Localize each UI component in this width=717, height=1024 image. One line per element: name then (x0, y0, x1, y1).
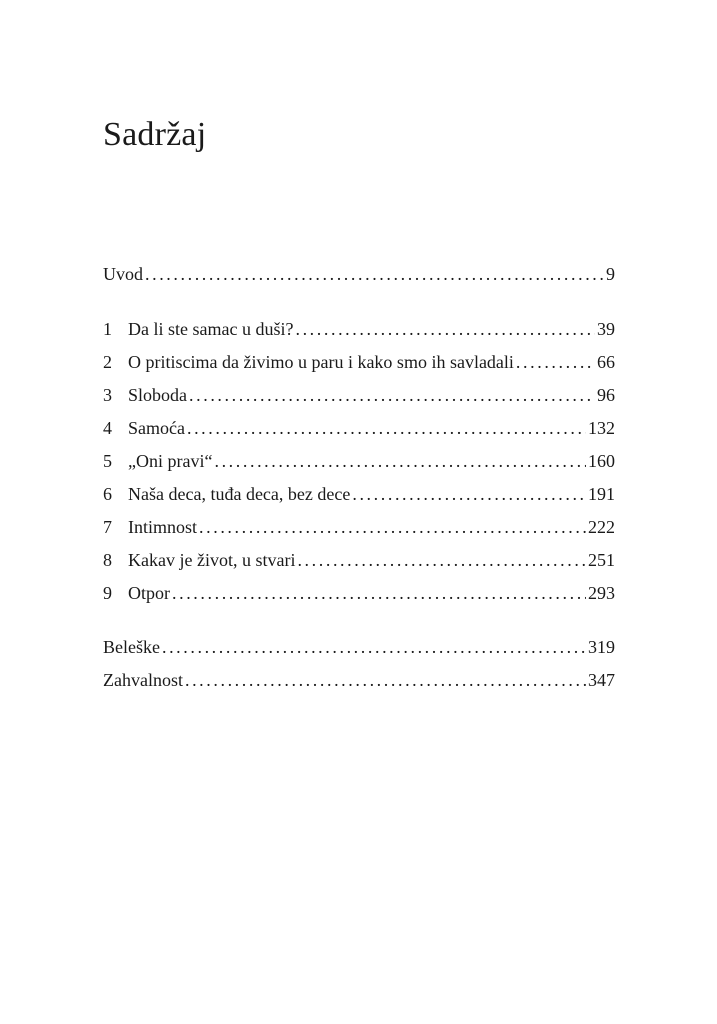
leader-dots (145, 258, 604, 291)
leader-dots (516, 346, 595, 379)
toc-entry-label: Samoća (128, 418, 185, 438)
toc-entry-page: 347 (588, 670, 615, 690)
leader-dots (352, 478, 586, 511)
chapter-number: 5 (103, 451, 112, 471)
page-title: Sadržaj (103, 116, 207, 153)
toc-entry-label: Kakav je život, u stvari (128, 550, 296, 570)
chapter-number: 3 (103, 385, 112, 405)
toc-entry-page: 191 (588, 484, 615, 504)
toc-entry-page: 160 (588, 451, 615, 471)
leader-dots (199, 511, 586, 544)
leader-dots (187, 412, 586, 445)
toc-entry-label: Intimnost (128, 517, 198, 537)
toc-entry-page: 9 (606, 264, 615, 284)
leader-dots (295, 313, 595, 346)
toc-entry-page: 66 (597, 352, 615, 372)
toc-entry-chapter-9[interactable] (103, 577, 615, 610)
toc-entry-label: „Oni pravi“ (128, 451, 213, 471)
leader-dots (185, 664, 586, 697)
chapter-number: 8 (103, 550, 112, 570)
toc-entry-intro[interactable] (103, 258, 615, 291)
chapter-number: 1 (103, 319, 112, 339)
toc-entry-chapter-6[interactable] (103, 478, 615, 511)
toc-entry-chapter-7[interactable] (103, 511, 615, 544)
chapter-number: 2 (103, 352, 112, 372)
chapter-number: 6 (103, 484, 112, 504)
toc-entry-label: O pritiscima da živimo u paru i kako smo ih savladali (128, 352, 514, 372)
toc-entry-label: Da li ste samac u duši? (128, 319, 294, 339)
toc-entry-chapter-4[interactable] (103, 412, 615, 445)
chapter-number: 4 (103, 418, 112, 438)
toc-entry-page: 293 (588, 583, 615, 603)
table-of-contents (103, 258, 615, 697)
toc-entry-label: Naša deca, tuđa deca, bez dece (128, 484, 351, 504)
toc-entry-page: 222 (588, 517, 615, 537)
leader-dots (297, 544, 586, 577)
toc-entry-page: 96 (597, 385, 615, 405)
toc-entry-chapter-5[interactable] (103, 445, 615, 478)
chapter-number: 7 (103, 517, 112, 537)
toc-entry-page: 319 (588, 637, 615, 657)
toc-entry-label: Zahvalnost (103, 670, 183, 690)
leader-dots (162, 631, 586, 664)
chapter-number: 9 (103, 583, 112, 603)
toc-entry-chapter-1[interactable] (103, 313, 615, 346)
toc-entry-page: 39 (597, 319, 615, 339)
leader-dots (172, 577, 586, 610)
toc-entry-label: Sloboda (128, 385, 188, 405)
toc-entry-chapter-2[interactable] (103, 346, 615, 379)
toc-entry-label: Otpor (128, 583, 170, 603)
toc-entry-page: 251 (588, 550, 615, 570)
toc-entry-page: 132 (588, 418, 615, 438)
toc-entry-chapter-8[interactable] (103, 544, 615, 577)
leader-dots (189, 379, 595, 412)
toc-entry-label: Beleške (103, 637, 160, 657)
toc-entry-chapter-3[interactable] (103, 379, 615, 412)
toc-entry-notes[interactable] (103, 631, 615, 664)
toc-entry-acknowledgements[interactable] (103, 664, 615, 697)
leader-dots (214, 445, 586, 478)
toc-entry-label: Uvod (103, 264, 143, 284)
